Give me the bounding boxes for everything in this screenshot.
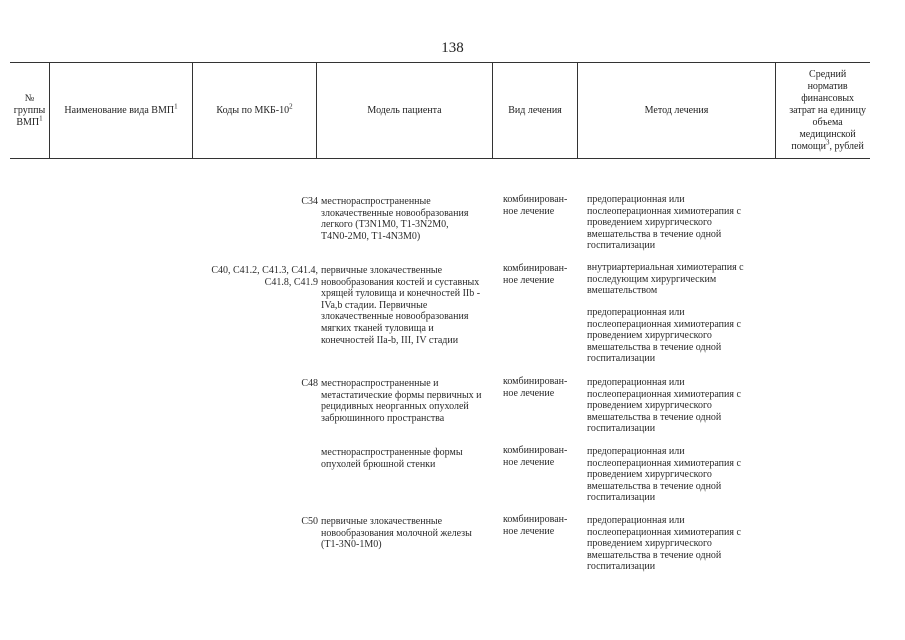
header-cost-line4: затрат на единицу (789, 104, 866, 116)
treatment-method-line: вмешательства в течение одной (587, 549, 722, 561)
treatment-type-line: ное лечение (503, 387, 555, 399)
treatment-type (503, 514, 583, 537)
treatment-method-line: последующим хирургическим (587, 273, 717, 285)
header-cost-line7-suffix: , рублей (829, 140, 864, 152)
footnote-mark: 1 (39, 114, 43, 123)
header-vmp-type (50, 63, 193, 158)
treatment-method-line: проведением хирургического (587, 538, 712, 550)
treatment-type-line: комбинирован- (503, 263, 568, 274)
treatment-method-line: предоперационная или (587, 377, 685, 388)
treatment-method-line: послеоперационная химиотерапия с (587, 388, 741, 400)
patient-model (321, 516, 501, 551)
treatment-method-line: проведением хирургического (587, 400, 712, 412)
header-cost-line7: помощи (791, 140, 826, 152)
header-cost-line2: норматив (807, 80, 848, 92)
treatment-method-line: госпитализации (587, 561, 656, 573)
treatment-type-line: комбинирован- (503, 194, 568, 205)
treatment-method (587, 194, 777, 252)
treatment-type (503, 263, 583, 286)
patient-model-line: злокачественные новообразования (321, 311, 469, 323)
treatment-method-line: предоперационная или (587, 307, 685, 318)
patient-model-line: (T1-3N0-1M0) (321, 539, 382, 551)
patient-model-line: рецидивных неорганных опухолей (321, 401, 469, 413)
header-group-number-line1: № (24, 92, 35, 104)
patient-model (321, 378, 501, 424)
patient-model-line: первичные злокачественные (321, 516, 443, 527)
header-cost-line5: объема (812, 116, 843, 128)
footnote-mark: 3 (825, 138, 830, 147)
treatment-method-line: вмешательства в течение одной (587, 228, 722, 240)
icd-code-line: C40, C41.2, C41.3, C41.4, (211, 265, 318, 276)
icd-code (190, 196, 318, 208)
patient-model-line: новообразования костей и суставных (321, 276, 480, 288)
patient-model-line: T4N0-2M0, T1-4N3M0) (321, 230, 421, 242)
treatment-type-line: ное лечение (503, 456, 555, 468)
treatment-method-line: послеоперационная химиотерапия с (587, 205, 741, 217)
treatment-method (587, 307, 777, 365)
icd-code (190, 378, 318, 390)
header-group-number-line3: ВМП (16, 116, 40, 128)
header-icd-codes (193, 63, 317, 158)
icd-code (190, 265, 318, 288)
icd-code-line: C41.8, C41.9 (264, 276, 318, 288)
patient-model-line: новообразования молочной железы (321, 527, 472, 539)
treatment-type (503, 194, 583, 217)
header-average-cost (776, 63, 870, 158)
header-cost-line6: медицинской (799, 128, 856, 140)
footnote-mark: 2 (289, 102, 293, 111)
treatment-method-line: послеоперационная химиотерапия с (587, 318, 741, 330)
treatment-method-line: вмешательством (587, 285, 658, 297)
patient-model-line: конечностей IIa-b, III, IV стадии (321, 334, 459, 346)
header-method-label: Метод лечения (644, 104, 709, 116)
treatment-type-line: ное лечение (503, 274, 555, 286)
patient-model-line: хрящей туловища и конечностей IIb - (321, 288, 481, 300)
header-icd-codes-label: Коды по МКБ-10 (216, 104, 290, 116)
treatment-type (503, 445, 583, 468)
patient-model (321, 196, 501, 242)
header-treatment-type-label: Вид лечения (508, 104, 562, 116)
treatment-method-line: предоперационная или (587, 446, 685, 457)
header-treatment-type (493, 63, 578, 158)
icd-code (190, 516, 318, 528)
table-header (10, 62, 870, 159)
treatment-method-line: госпитализации (587, 492, 656, 504)
treatment-type-line: комбинирован- (503, 376, 568, 387)
header-cost-line1: Средний (809, 68, 847, 80)
treatment-method (587, 262, 777, 297)
header-group-number-line2: группы (13, 104, 46, 116)
treatment-method (587, 515, 777, 573)
patient-model-line: легкого (T3N1M0, T1-3N2M0, (321, 219, 449, 231)
header-method (578, 63, 776, 158)
icd-code-line: C34 (301, 196, 318, 207)
treatment-method-line: внутриартериальная химиотерапия с (587, 262, 744, 273)
treatment-method (587, 377, 777, 435)
header-cost-line3: финансовых (801, 92, 855, 104)
patient-model-line: первичные злокачественные (321, 265, 443, 276)
treatment-method-line: послеоперационная химиотерапия с (587, 457, 741, 469)
treatment-method-line: госпитализации (587, 353, 656, 365)
page-number: 138 (441, 40, 464, 56)
patient-model-line: местнораспространенные (321, 196, 431, 207)
treatment-type-line: комбинирован- (503, 445, 568, 456)
treatment-method-line: послеоперационная химиотерапия с (587, 526, 741, 538)
treatment-type-line: комбинирован- (503, 514, 568, 525)
treatment-method-line: проведением хирургического (587, 217, 712, 229)
treatment-method-line: проведением хирургического (587, 330, 712, 342)
treatment-type (503, 376, 583, 399)
header-group-number (10, 63, 50, 158)
treatment-method-line: вмешательства в течение одной (587, 480, 722, 492)
icd-code-line: C50 (301, 516, 318, 527)
icd-code-line: C48 (301, 378, 318, 389)
patient-model (321, 265, 501, 346)
patient-model-line: местнораспространенные формы (321, 447, 463, 458)
treatment-method-line: предоперационная или (587, 194, 685, 205)
treatment-method-line: госпитализации (587, 240, 656, 252)
treatment-method-line: вмешательства в течение одной (587, 411, 722, 423)
patient-model-line: IVa,b стадии. Первичные (321, 299, 428, 311)
treatment-method-line: проведением хирургического (587, 469, 712, 481)
treatment-type-line: ное лечение (503, 525, 555, 537)
patient-model-line: местнораспространенные и (321, 378, 439, 389)
treatment-method-line: вмешательства в течение одной (587, 341, 722, 353)
header-vmp-type-label: Наименование вида ВМП (64, 104, 175, 116)
treatment-method-line: госпитализации (587, 423, 656, 435)
patient-model-line: мягких тканей туловища и (321, 322, 434, 334)
treatment-type-line: ное лечение (503, 205, 555, 217)
patient-model-line: метастатические формы первичных и (321, 389, 482, 401)
patient-model-line: забрюшинного пространства (321, 412, 445, 424)
patient-model-line: злокачественные новообразования (321, 207, 469, 219)
header-patient-model-label: Модель пациента (367, 104, 442, 116)
treatment-method (587, 446, 777, 504)
treatment-method-line: предоперационная или (587, 515, 685, 526)
header-patient-model (317, 63, 493, 158)
footnote-mark: 1 (174, 102, 178, 111)
patient-model (321, 447, 501, 470)
patient-model-line: опухолей брюшной стенки (321, 458, 436, 470)
